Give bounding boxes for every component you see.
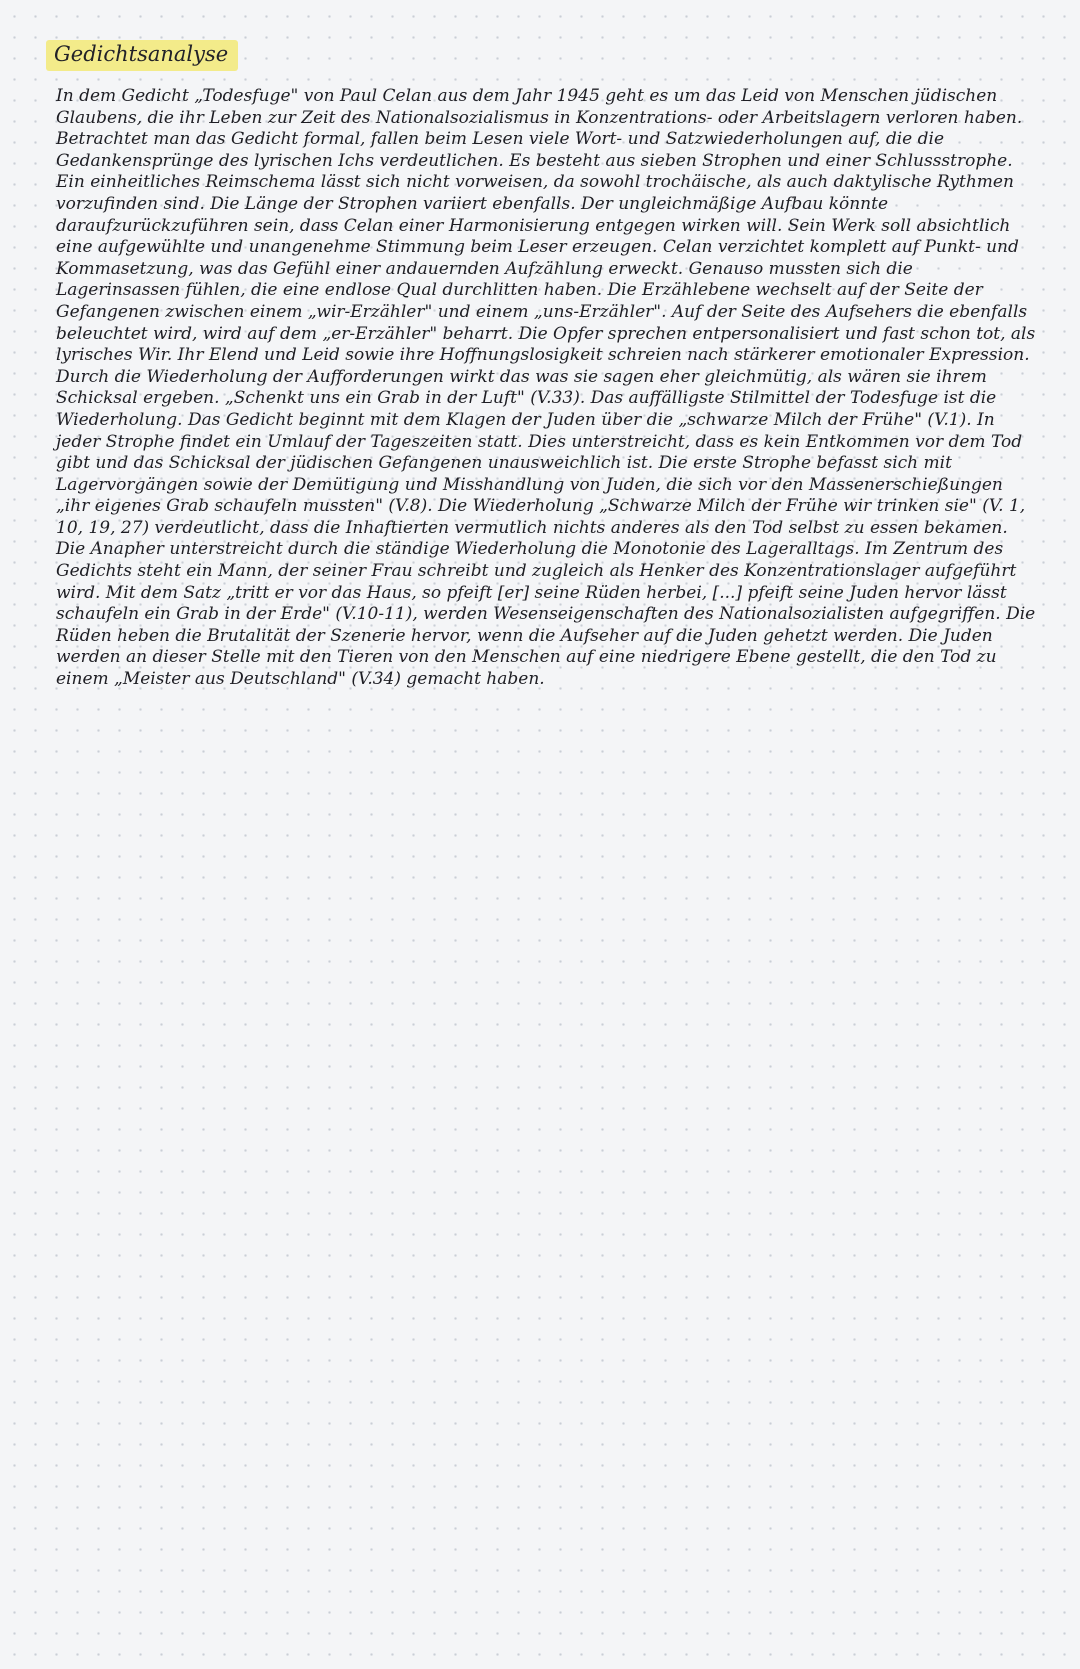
page-title: Gedichtsanalyse — [46, 40, 238, 71]
paragraph-analysis: Betrachtet man das Gedicht formal, fallen beim Lesen viele Wort- und Satzwiederholungen auf, die die Gedankensprünge des lyrischen Ichs verdeutlichen. Es besteht aus sieben Strophen und einer Schlussstrophe. Ein einheitliches Reimschema lässt sich nicht vorweisen, da sowohl trochäische, als auch daktylische Rythmen vorzufinden sind. Die Länge der Strophen variiert ebenfalls. Der ungleichmäßige Aufbau könnte daraufzurückzuführen sein, dass Celan einer Harmonisierung entgegen wirken will. Sein Werk soll absichtlich eine aufgewühlte und unangenehme Stimmung beim Leser erzeugen. Celan verzichtet komplett auf Punkt- und Kommasetzung, was das Gefühl einer andauernden Aufzählung erweckt. Genauso mussten sich die Lagerinsassen fühlen, die eine endlose Qual durchlitten haben. Die Erzählebene wechselt auf der Seite der Gefangenen zwischen einem „wir-Erzähler" und einem „uns-Erzähler". Auf der Seite des Aufsehers die ebenfalls beleuchtet wird, wird auf dem „er-Erzähler" beharrt. Die Opfer sprechen entpersonalisiert und fast schon tot, als lyrisches Wir. Ihr Elend und Leid sowie ihre Hoffnungslosigkeit schreien nach stärkerer emotionaler Expression. Durch die Wiederholung der Aufforderungen wirkt das was sie sagen eher gleichmütig, als wären sie ihrem Schicksal ergeben. „Schenkt uns ein Grab in der Luft" (V.33). Das auffälligste Stilmittel der Todesfuge ist die Wiederholung. Das Gedicht beginnt mit dem Klagen der Juden über die „schwarze Milch der Frühe" (V.1). In jeder Strophe findet ein Umlauf der Tageszeiten statt. Dies unterstreicht, dass es kein Entkommen vor dem Tod gibt und das Schicksal der jüdischen Gefangenen unausweichlich ist. Die erste Strophe befasst sich mit Lagervorgängen sowie der Demütigung und Misshandlung von Juden, die sich vor den Massenerschießungen „ihr eigenes Grab schaufeln mussten" (V.8). Die Wiederholung „Schwarze Milch der Frühe wir trinken sie" (V. 1, 10, 19, 27) verdeutlicht, dass die Inhaftierten vermutlich nichts anderes als den Tod selbst zu essen bekamen. Die Anapher unterstreicht durch die ständige Wiederholung die Monotonie des Lageralltags. Im Zentrum des Gedichts steht ein Mann, der seiner Frau schreibt und zugleich als Henker des Konzentrationslager aufgeführt wird. Mit dem Satz „tritt er vor das Haus, so pfeift [er] seine Rüden herbei, [...] pfeift seine Juden hervor lässt schaufeln ein Grab in der Erde" (V.10-11), werden Wesenseigenschaften des Nationalsozialisten aufgegriffen. Die Rüden heben die Brutalität der Szenerie hervor, wenn die Aufseher auf die Juden gehetzt werden. Die Juden werden an dieser Stelle mit den Tieren von den Menschen auf eine niedrigere Ebene gestellt, die den Tod zu einem „Meister aus Deutschland" (V.34) gemacht haben. — [56, 129, 1036, 690]
analysis-text — [56, 86, 1036, 691]
paragraph-introduction: In dem Gedicht „Todesfuge" von Paul Celan aus dem Jahr 1945 geht es um das Leid von Menschen jüdischen Glaubens, die ihr Leben zur Zeit des Nationalsozialismus in Konzentrations- oder Arbeitslagern verloren haben. — [56, 86, 1023, 128]
